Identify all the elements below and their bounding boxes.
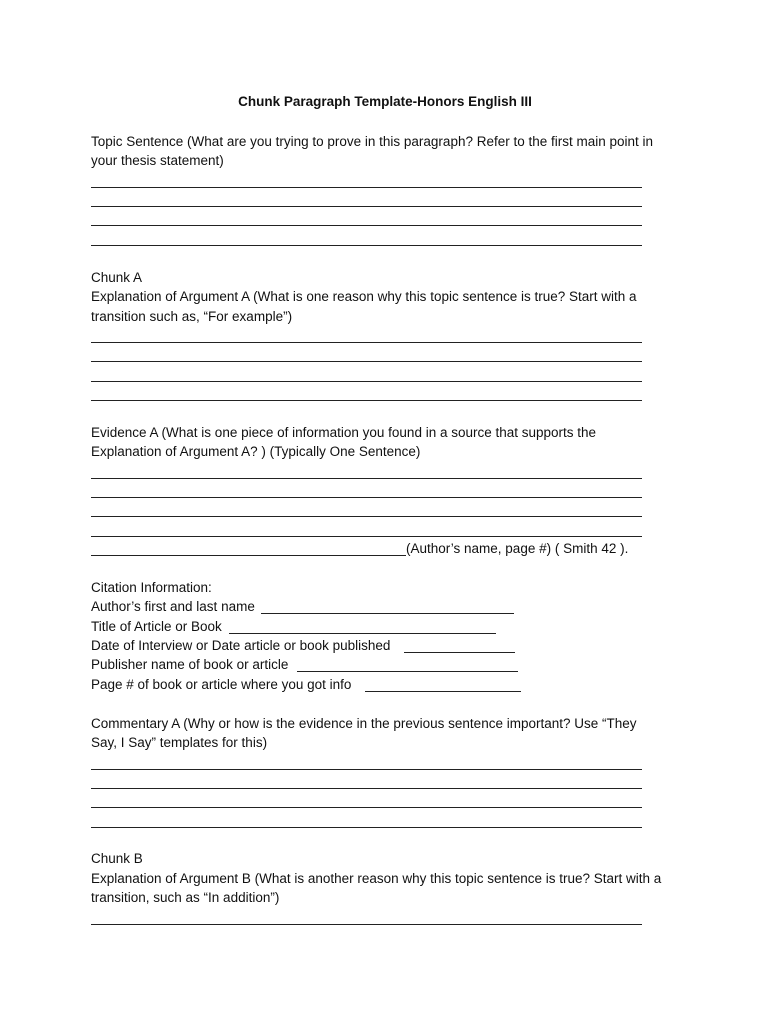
topic-answer-line[interactable]	[91, 245, 642, 246]
topic-answer-line[interactable]	[91, 187, 642, 188]
explanation-a-answer-line[interactable]	[91, 342, 642, 343]
commentary-a-line1: Commentary A (Why or how is the evidence in the previous sentence important? Use “They	[91, 716, 637, 731]
evidence-a-answer-line[interactable]	[91, 497, 642, 498]
citation-date-label: Date of Interview or Date article or book published	[91, 638, 391, 653]
commentary-a-answer-line[interactable]	[91, 807, 642, 808]
chunk-b-heading: Chunk B	[91, 851, 143, 866]
commentary-a-answer-line[interactable]	[91, 788, 642, 789]
explanation-a-line1: Explanation of Argument A (What is one reason why this topic sentence is true? Start with a	[91, 289, 637, 304]
page-title: Chunk Paragraph Template-Honors English III	[238, 94, 532, 109]
citation-author-field[interactable]	[261, 613, 514, 614]
citation-publisher-label: Publisher name of book or article	[91, 657, 289, 672]
citation-date-field[interactable]	[404, 652, 515, 653]
evidence-a-line2: Explanation of Argument A? ) (Typically One Sentence)	[91, 444, 421, 459]
citation-title-field[interactable]	[229, 633, 496, 634]
explanation-a-answer-line[interactable]	[91, 400, 642, 401]
explanation-a-line2: transition such as, “For example”)	[91, 309, 293, 324]
explanation-b-line2: transition, such as “In addition”)	[91, 890, 280, 905]
explanation-a-answer-line[interactable]	[91, 381, 642, 382]
citation-title-label: Title of Article or Book	[91, 619, 222, 634]
topic-answer-line[interactable]	[91, 206, 642, 207]
evidence-a-line1: Evidence A (What is one piece of information you found in a source that supports the	[91, 425, 597, 440]
topic-prompt-line1: Topic Sentence (What are you trying to prove in this paragraph? Refer to the first main point in	[91, 134, 654, 149]
evidence-a-answer-line[interactable]	[91, 478, 642, 479]
citation-format-suffix: (Author’s name, page #) ( Smith 42 ).	[406, 541, 629, 556]
explanation-b-line1: Explanation of Argument B (What is another reason why this topic sentence is true? Start with a	[91, 871, 662, 886]
evidence-a-answer-line[interactable]	[91, 555, 406, 556]
chunk-a-heading: Chunk A	[91, 270, 143, 285]
commentary-a-answer-line[interactable]	[91, 769, 642, 770]
citation-page-label: Page # of book or article where you got info	[91, 677, 352, 692]
citation-heading: Citation Information:	[91, 580, 212, 595]
evidence-a-answer-line[interactable]	[91, 516, 642, 517]
explanation-b-answer-line[interactable]	[91, 924, 642, 925]
explanation-a-answer-line[interactable]	[91, 361, 642, 362]
topic-answer-line[interactable]	[91, 225, 642, 226]
topic-prompt-line2: your thesis statement)	[91, 153, 224, 168]
citation-author-label: Author’s first and last name	[91, 599, 255, 614]
commentary-a-line2: Say, I Say” templates for this)	[91, 735, 268, 750]
commentary-a-answer-line[interactable]	[91, 827, 642, 828]
citation-publisher-field[interactable]	[297, 671, 518, 672]
citation-page-field[interactable]	[365, 691, 521, 692]
evidence-a-answer-line[interactable]	[91, 536, 642, 537]
